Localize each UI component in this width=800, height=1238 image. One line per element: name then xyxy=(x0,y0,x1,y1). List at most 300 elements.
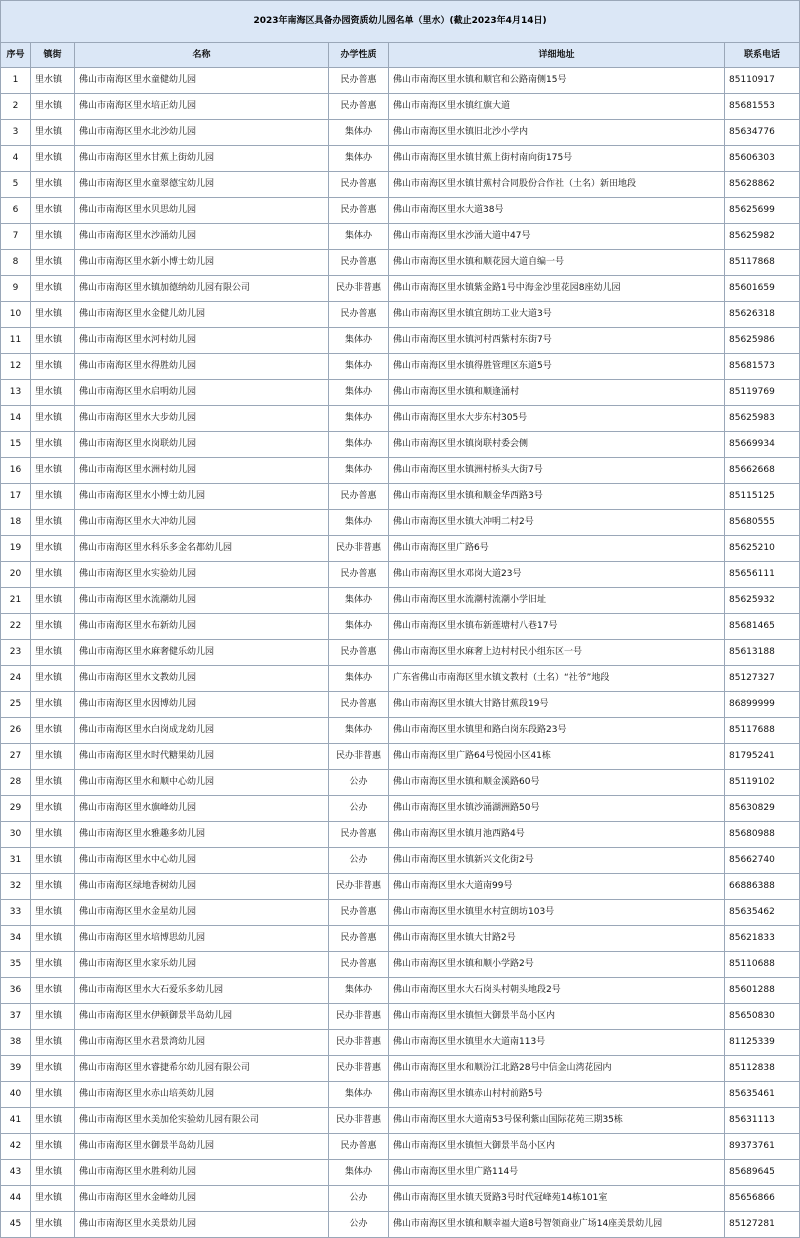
header-phone: 联系电话 xyxy=(725,43,800,68)
cell-phone: 85634776 xyxy=(725,120,800,146)
cell-phone: 85119769 xyxy=(725,380,800,406)
table-row xyxy=(1,900,800,926)
cell-name: 佛山市南海区里水贝思幼儿园 xyxy=(75,198,329,224)
header-nature: 办学性质 xyxy=(329,43,389,68)
cell-town: 里水镇 xyxy=(31,250,75,276)
cell-phone: 85680988 xyxy=(725,822,800,848)
title-row xyxy=(1,1,800,43)
cell-town: 里水镇 xyxy=(31,276,75,302)
cell-phone: 85625983 xyxy=(725,406,800,432)
cell-name: 佛山市南海区里水甘蕉上街幼儿园 xyxy=(75,146,329,172)
cell-address: 佛山市南海区里水镇恒大御景半岛小区内 xyxy=(389,1134,725,1160)
cell-address: 佛山市南海区里水镇和顺官和公路南侧15号 xyxy=(389,68,725,94)
cell-phone: 81795241 xyxy=(725,744,800,770)
cell-town: 里水镇 xyxy=(31,666,75,692)
table-row xyxy=(1,848,800,874)
table-row xyxy=(1,666,800,692)
cell-phone: 89373761 xyxy=(725,1134,800,1160)
cell-nature: 集体办 xyxy=(329,380,389,406)
cell-town: 里水镇 xyxy=(31,848,75,874)
cell-name: 佛山市南海区里水雅趣多幼儿园 xyxy=(75,822,329,848)
cell-nature: 民办普惠 xyxy=(329,484,389,510)
table-row xyxy=(1,1108,800,1134)
cell-town: 里水镇 xyxy=(31,1134,75,1160)
cell-name: 佛山市南海区里水布新幼儿园 xyxy=(75,614,329,640)
cell-phone: 85606303 xyxy=(725,146,800,172)
cell-index: 42 xyxy=(1,1134,31,1160)
cell-town: 里水镇 xyxy=(31,354,75,380)
cell-phone: 85621833 xyxy=(725,926,800,952)
cell-town: 里水镇 xyxy=(31,146,75,172)
cell-name: 佛山市南海区里水白岗成龙幼儿园 xyxy=(75,718,329,744)
cell-index: 13 xyxy=(1,380,31,406)
table-row xyxy=(1,1134,800,1160)
cell-town: 里水镇 xyxy=(31,536,75,562)
cell-nature: 集体办 xyxy=(329,328,389,354)
cell-phone: 85635461 xyxy=(725,1082,800,1108)
table-row xyxy=(1,588,800,614)
cell-name: 佛山市南海区里水御景半岛幼儿园 xyxy=(75,1134,329,1160)
cell-address: 佛山市南海区里广路64号悦园小区41栋 xyxy=(389,744,725,770)
cell-nature: 民办非普惠 xyxy=(329,276,389,302)
cell-phone: 85117688 xyxy=(725,718,800,744)
cell-address: 佛山市南海区里水镇大甘路2号 xyxy=(389,926,725,952)
cell-town: 里水镇 xyxy=(31,120,75,146)
cell-phone: 85115125 xyxy=(725,484,800,510)
cell-index: 39 xyxy=(1,1056,31,1082)
cell-phone: 85601659 xyxy=(725,276,800,302)
table-row xyxy=(1,952,800,978)
cell-nature: 民办非普惠 xyxy=(329,1108,389,1134)
table-row xyxy=(1,718,800,744)
cell-address: 广东省佛山市南海区里水镇文教村（土名）“社爷”地段 xyxy=(389,666,725,692)
table-row xyxy=(1,874,800,900)
cell-town: 里水镇 xyxy=(31,900,75,926)
header-address: 详细地址 xyxy=(389,43,725,68)
cell-nature: 集体办 xyxy=(329,146,389,172)
table-row xyxy=(1,146,800,172)
cell-town: 里水镇 xyxy=(31,94,75,120)
cell-index: 1 xyxy=(1,68,31,94)
cell-town: 里水镇 xyxy=(31,1186,75,1212)
cell-index: 43 xyxy=(1,1160,31,1186)
cell-town: 里水镇 xyxy=(31,224,75,250)
cell-nature: 民办普惠 xyxy=(329,640,389,666)
cell-nature: 民办普惠 xyxy=(329,68,389,94)
cell-phone: 85613188 xyxy=(725,640,800,666)
cell-index: 14 xyxy=(1,406,31,432)
cell-name: 佛山市南海区里水美景幼儿园 xyxy=(75,1212,329,1238)
cell-name: 佛山市南海区里水伊顿御景半岛幼儿园 xyxy=(75,1004,329,1030)
cell-address: 佛山市南海区里水沙涌大道中47号 xyxy=(389,224,725,250)
cell-name: 佛山市南海区里水麻奢健乐幼儿园 xyxy=(75,640,329,666)
table-row xyxy=(1,536,800,562)
cell-index: 25 xyxy=(1,692,31,718)
cell-town: 里水镇 xyxy=(31,1160,75,1186)
table-row xyxy=(1,1160,800,1186)
cell-nature: 民办非普惠 xyxy=(329,1004,389,1030)
cell-nature: 民办非普惠 xyxy=(329,1056,389,1082)
header-row xyxy=(1,43,800,68)
cell-index: 4 xyxy=(1,146,31,172)
cell-name: 佛山市南海区里水流潮幼儿园 xyxy=(75,588,329,614)
cell-address: 佛山市南海区里水镇红旗大道 xyxy=(389,94,725,120)
cell-phone: 85631113 xyxy=(725,1108,800,1134)
cell-phone: 85681573 xyxy=(725,354,800,380)
table-row xyxy=(1,250,800,276)
cell-index: 33 xyxy=(1,900,31,926)
cell-index: 35 xyxy=(1,952,31,978)
cell-address: 佛山市南海区里水大道南99号 xyxy=(389,874,725,900)
cell-phone: 85625932 xyxy=(725,588,800,614)
cell-address: 佛山市南海区里水邓岗大道23号 xyxy=(389,562,725,588)
cell-index: 7 xyxy=(1,224,31,250)
cell-phone: 85681553 xyxy=(725,94,800,120)
table-row xyxy=(1,744,800,770)
cell-address: 佛山市南海区里水镇旧北沙小学内 xyxy=(389,120,725,146)
cell-address: 佛山市南海区里水麻奢上边村村民小组东区一号 xyxy=(389,640,725,666)
cell-town: 里水镇 xyxy=(31,1082,75,1108)
cell-phone: 85110688 xyxy=(725,952,800,978)
cell-name: 佛山市南海区里水赤山培英幼儿园 xyxy=(75,1082,329,1108)
cell-address: 佛山市南海区里水镇得胜管理区东道5号 xyxy=(389,354,725,380)
cell-index: 10 xyxy=(1,302,31,328)
cell-nature: 民办非普惠 xyxy=(329,1030,389,1056)
cell-nature: 集体办 xyxy=(329,458,389,484)
cell-nature: 民办普惠 xyxy=(329,172,389,198)
cell-nature: 民办非普惠 xyxy=(329,536,389,562)
table-row xyxy=(1,484,800,510)
cell-nature: 公办 xyxy=(329,796,389,822)
table-row xyxy=(1,640,800,666)
cell-town: 里水镇 xyxy=(31,406,75,432)
cell-index: 32 xyxy=(1,874,31,900)
cell-name: 佛山市南海区里水旗峰幼儿园 xyxy=(75,796,329,822)
cell-phone: 85117868 xyxy=(725,250,800,276)
sheet-title: 2023年南海区具备办园资质幼儿园名单（里水）(截止2023年4月14日) xyxy=(1,1,800,43)
cell-nature: 集体办 xyxy=(329,432,389,458)
cell-name: 佛山市南海区里水镇加德纳幼儿园有限公司 xyxy=(75,276,329,302)
cell-nature: 集体办 xyxy=(329,1160,389,1186)
cell-name: 佛山市南海区里水金星幼儿园 xyxy=(75,900,329,926)
cell-nature: 集体办 xyxy=(329,354,389,380)
cell-town: 里水镇 xyxy=(31,692,75,718)
header-name: 名称 xyxy=(75,43,329,68)
cell-town: 里水镇 xyxy=(31,510,75,536)
cell-name: 佛山市南海区里水实验幼儿园 xyxy=(75,562,329,588)
cell-town: 里水镇 xyxy=(31,874,75,900)
cell-phone: 85127327 xyxy=(725,666,800,692)
cell-nature: 集体办 xyxy=(329,718,389,744)
table-row xyxy=(1,172,800,198)
table-row xyxy=(1,510,800,536)
cell-index: 27 xyxy=(1,744,31,770)
table-row xyxy=(1,692,800,718)
cell-address: 佛山市南海区里水镇里和路白岗东段路23号 xyxy=(389,718,725,744)
cell-phone: 85625210 xyxy=(725,536,800,562)
cell-phone: 85656111 xyxy=(725,562,800,588)
cell-address: 佛山市南海区里水镇恒大御景半岛小区内 xyxy=(389,1004,725,1030)
table-row xyxy=(1,1030,800,1056)
cell-phone: 85681465 xyxy=(725,614,800,640)
cell-name: 佛山市南海区里水时代糖果幼儿园 xyxy=(75,744,329,770)
cell-phone: 85626318 xyxy=(725,302,800,328)
table-row xyxy=(1,458,800,484)
cell-phone: 85119102 xyxy=(725,770,800,796)
table-row xyxy=(1,406,800,432)
cell-name: 佛山市南海区里水小博士幼儿园 xyxy=(75,484,329,510)
cell-nature: 集体办 xyxy=(329,614,389,640)
cell-phone: 85625982 xyxy=(725,224,800,250)
cell-nature: 集体办 xyxy=(329,510,389,536)
cell-town: 里水镇 xyxy=(31,952,75,978)
cell-name: 佛山市南海区里水得胜幼儿园 xyxy=(75,354,329,380)
table-row xyxy=(1,224,800,250)
cell-town: 里水镇 xyxy=(31,640,75,666)
table-row xyxy=(1,328,800,354)
cell-name: 佛山市南海区里水因博幼儿园 xyxy=(75,692,329,718)
cell-town: 里水镇 xyxy=(31,562,75,588)
cell-town: 里水镇 xyxy=(31,302,75,328)
cell-nature: 民办普惠 xyxy=(329,952,389,978)
cell-town: 里水镇 xyxy=(31,1056,75,1082)
cell-town: 里水镇 xyxy=(31,1108,75,1134)
cell-name: 佛山市南海区里水北沙幼儿园 xyxy=(75,120,329,146)
cell-name: 佛山市南海区里水和顺中心幼儿园 xyxy=(75,770,329,796)
cell-address: 佛山市南海区里水里广路114号 xyxy=(389,1160,725,1186)
cell-index: 44 xyxy=(1,1186,31,1212)
cell-index: 31 xyxy=(1,848,31,874)
cell-phone: 85656866 xyxy=(725,1186,800,1212)
cell-address: 佛山市南海区里水镇和顺花园大道自编一号 xyxy=(389,250,725,276)
cell-nature: 民办普惠 xyxy=(329,198,389,224)
cell-index: 20 xyxy=(1,562,31,588)
cell-phone: 85689645 xyxy=(725,1160,800,1186)
cell-index: 37 xyxy=(1,1004,31,1030)
cell-town: 里水镇 xyxy=(31,1212,75,1238)
cell-name: 佛山市南海区里水大石爱乐多幼儿园 xyxy=(75,978,329,1004)
table-row xyxy=(1,120,800,146)
cell-town: 里水镇 xyxy=(31,380,75,406)
cell-address: 佛山市南海区里水和顺汾江北路28号中信金山湾花园内 xyxy=(389,1056,725,1082)
cell-index: 30 xyxy=(1,822,31,848)
cell-town: 里水镇 xyxy=(31,718,75,744)
cell-name: 佛山市南海区里水胜利幼儿园 xyxy=(75,1160,329,1186)
cell-phone: 81125339 xyxy=(725,1030,800,1056)
cell-address: 佛山市南海区里水镇沙涌湖洲路50号 xyxy=(389,796,725,822)
cell-address: 佛山市南海区里水镇和顺小学路2号 xyxy=(389,952,725,978)
cell-phone: 85630829 xyxy=(725,796,800,822)
cell-town: 里水镇 xyxy=(31,484,75,510)
cell-address: 佛山市南海区里水大石岗头村朝头地段2号 xyxy=(389,978,725,1004)
cell-town: 里水镇 xyxy=(31,978,75,1004)
cell-index: 24 xyxy=(1,666,31,692)
cell-index: 45 xyxy=(1,1212,31,1238)
cell-name: 佛山市南海区里水睿捷希尔幼儿园有限公司 xyxy=(75,1056,329,1082)
cell-name: 佛山市南海区里水岗联幼儿园 xyxy=(75,432,329,458)
cell-town: 里水镇 xyxy=(31,198,75,224)
cell-address: 佛山市南海区里水镇布新莲塘村八巷17号 xyxy=(389,614,725,640)
cell-index: 34 xyxy=(1,926,31,952)
cell-nature: 公办 xyxy=(329,848,389,874)
cell-name: 佛山市南海区里水启明幼儿园 xyxy=(75,380,329,406)
cell-name: 佛山市南海区里水大步幼儿园 xyxy=(75,406,329,432)
cell-index: 6 xyxy=(1,198,31,224)
cell-phone: 85601288 xyxy=(725,978,800,1004)
cell-nature: 民办普惠 xyxy=(329,926,389,952)
cell-nature: 民办普惠 xyxy=(329,250,389,276)
cell-index: 41 xyxy=(1,1108,31,1134)
cell-address: 佛山市南海区里水镇和顺金华西路3号 xyxy=(389,484,725,510)
cell-index: 12 xyxy=(1,354,31,380)
cell-address: 佛山市南海区里水镇甘蕉村合同股份合作社（土名）新田地段 xyxy=(389,172,725,198)
table-row xyxy=(1,562,800,588)
cell-nature: 集体办 xyxy=(329,120,389,146)
cell-name: 佛山市南海区里水大冲幼儿园 xyxy=(75,510,329,536)
cell-town: 里水镇 xyxy=(31,770,75,796)
table-row xyxy=(1,1212,800,1238)
cell-town: 里水镇 xyxy=(31,1030,75,1056)
cell-nature: 集体办 xyxy=(329,1082,389,1108)
cell-phone: 85650830 xyxy=(725,1004,800,1030)
cell-name: 佛山市南海区里水文教幼儿园 xyxy=(75,666,329,692)
cell-index: 16 xyxy=(1,458,31,484)
cell-phone: 66886388 xyxy=(725,874,800,900)
table-row xyxy=(1,354,800,380)
cell-address: 佛山市南海区里水镇里水大道南113号 xyxy=(389,1030,725,1056)
cell-index: 36 xyxy=(1,978,31,1004)
cell-address: 佛山市南海区里水镇大甘路甘蕉段19号 xyxy=(389,692,725,718)
cell-name: 佛山市南海区里水家乐幼儿园 xyxy=(75,952,329,978)
cell-address: 佛山市南海区里广路6号 xyxy=(389,536,725,562)
cell-nature: 民办普惠 xyxy=(329,900,389,926)
cell-name: 佛山市南海区里水中心幼儿园 xyxy=(75,848,329,874)
cell-address: 佛山市南海区里水镇大冲明二村2号 xyxy=(389,510,725,536)
cell-town: 里水镇 xyxy=(31,432,75,458)
table-row xyxy=(1,68,800,94)
cell-address: 佛山市南海区里水镇和顺金溪路60号 xyxy=(389,770,725,796)
cell-phone: 85662740 xyxy=(725,848,800,874)
cell-address: 佛山市南海区里水镇里水村宣朗坊103号 xyxy=(389,900,725,926)
cell-name: 佛山市南海区里水沙涌幼儿园 xyxy=(75,224,329,250)
cell-phone: 85669934 xyxy=(725,432,800,458)
cell-nature: 民办非普惠 xyxy=(329,874,389,900)
table-row xyxy=(1,822,800,848)
cell-town: 里水镇 xyxy=(31,172,75,198)
cell-index: 8 xyxy=(1,250,31,276)
table-row xyxy=(1,276,800,302)
cell-phone: 85628862 xyxy=(725,172,800,198)
cell-town: 里水镇 xyxy=(31,588,75,614)
cell-nature: 公办 xyxy=(329,1186,389,1212)
cell-name: 佛山市南海区里水童健幼儿园 xyxy=(75,68,329,94)
cell-phone: 85625699 xyxy=(725,198,800,224)
cell-index: 22 xyxy=(1,614,31,640)
cell-nature: 集体办 xyxy=(329,224,389,250)
table-row xyxy=(1,1056,800,1082)
cell-index: 26 xyxy=(1,718,31,744)
cell-address: 佛山市南海区里水镇紫金路1号中海金沙里花园8座幼儿园 xyxy=(389,276,725,302)
cell-nature: 民办普惠 xyxy=(329,562,389,588)
cell-address: 佛山市南海区里水镇赤山村村前路5号 xyxy=(389,1082,725,1108)
cell-index: 9 xyxy=(1,276,31,302)
cell-name: 佛山市南海区里水金健儿幼儿园 xyxy=(75,302,329,328)
cell-address: 佛山市南海区里水镇洲村桥头大街7号 xyxy=(389,458,725,484)
cell-index: 19 xyxy=(1,536,31,562)
cell-address: 佛山市南海区里水镇宜朗坊工业大道3号 xyxy=(389,302,725,328)
cell-town: 里水镇 xyxy=(31,1004,75,1030)
cell-nature: 集体办 xyxy=(329,978,389,1004)
cell-town: 里水镇 xyxy=(31,796,75,822)
cell-name: 佛山市南海区里水河村幼儿园 xyxy=(75,328,329,354)
cell-town: 里水镇 xyxy=(31,614,75,640)
cell-name: 佛山市南海区绿地香树幼儿园 xyxy=(75,874,329,900)
cell-phone: 86899999 xyxy=(725,692,800,718)
cell-index: 28 xyxy=(1,770,31,796)
table-row xyxy=(1,1186,800,1212)
cell-index: 5 xyxy=(1,172,31,198)
header-town: 镇街 xyxy=(31,43,75,68)
cell-address: 佛山市南海区里水镇天贤路3号时代冠峰苑14栋101室 xyxy=(389,1186,725,1212)
cell-nature: 集体办 xyxy=(329,666,389,692)
cell-nature: 民办普惠 xyxy=(329,302,389,328)
cell-town: 里水镇 xyxy=(31,68,75,94)
cell-index: 15 xyxy=(1,432,31,458)
cell-index: 29 xyxy=(1,796,31,822)
cell-address: 佛山市南海区里水镇月池西路4号 xyxy=(389,822,725,848)
cell-nature: 公办 xyxy=(329,770,389,796)
cell-nature: 民办非普惠 xyxy=(329,744,389,770)
table-row xyxy=(1,796,800,822)
table-row xyxy=(1,614,800,640)
table-row xyxy=(1,302,800,328)
cell-nature: 集体办 xyxy=(329,406,389,432)
cell-address: 佛山市南海区里水镇甘蕉上街村南向街175号 xyxy=(389,146,725,172)
cell-phone: 85112838 xyxy=(725,1056,800,1082)
table-row xyxy=(1,978,800,1004)
table-row xyxy=(1,770,800,796)
table-row xyxy=(1,380,800,406)
cell-nature: 集体办 xyxy=(329,588,389,614)
cell-name: 佛山市南海区里水新小博士幼儿园 xyxy=(75,250,329,276)
cell-town: 里水镇 xyxy=(31,822,75,848)
cell-index: 2 xyxy=(1,94,31,120)
cell-phone: 85635462 xyxy=(725,900,800,926)
cell-address: 佛山市南海区里水镇和顺逢涌村 xyxy=(389,380,725,406)
cell-phone: 85662668 xyxy=(725,458,800,484)
cell-address: 佛山市南海区里水镇河村西紫村东街7号 xyxy=(389,328,725,354)
cell-nature: 民办普惠 xyxy=(329,692,389,718)
cell-name: 佛山市南海区里水培正幼儿园 xyxy=(75,94,329,120)
cell-index: 38 xyxy=(1,1030,31,1056)
table-row xyxy=(1,926,800,952)
table-row xyxy=(1,198,800,224)
cell-address: 佛山市南海区里水大步东村305号 xyxy=(389,406,725,432)
table-row xyxy=(1,1004,800,1030)
cell-index: 3 xyxy=(1,120,31,146)
cell-address: 佛山市南海区里水流潮村流潮小学旧址 xyxy=(389,588,725,614)
cell-name: 佛山市南海区里水科乐多金名都幼儿园 xyxy=(75,536,329,562)
table-row xyxy=(1,1082,800,1108)
cell-address: 佛山市南海区里水镇新兴文化街2号 xyxy=(389,848,725,874)
cell-phone: 85680555 xyxy=(725,510,800,536)
cell-index: 11 xyxy=(1,328,31,354)
header-index: 序号 xyxy=(1,43,31,68)
cell-name: 佛山市南海区里水童翠德宝幼儿园 xyxy=(75,172,329,198)
cell-index: 40 xyxy=(1,1082,31,1108)
cell-town: 里水镇 xyxy=(31,744,75,770)
cell-address: 佛山市南海区里水镇岗联村委会侧 xyxy=(389,432,725,458)
